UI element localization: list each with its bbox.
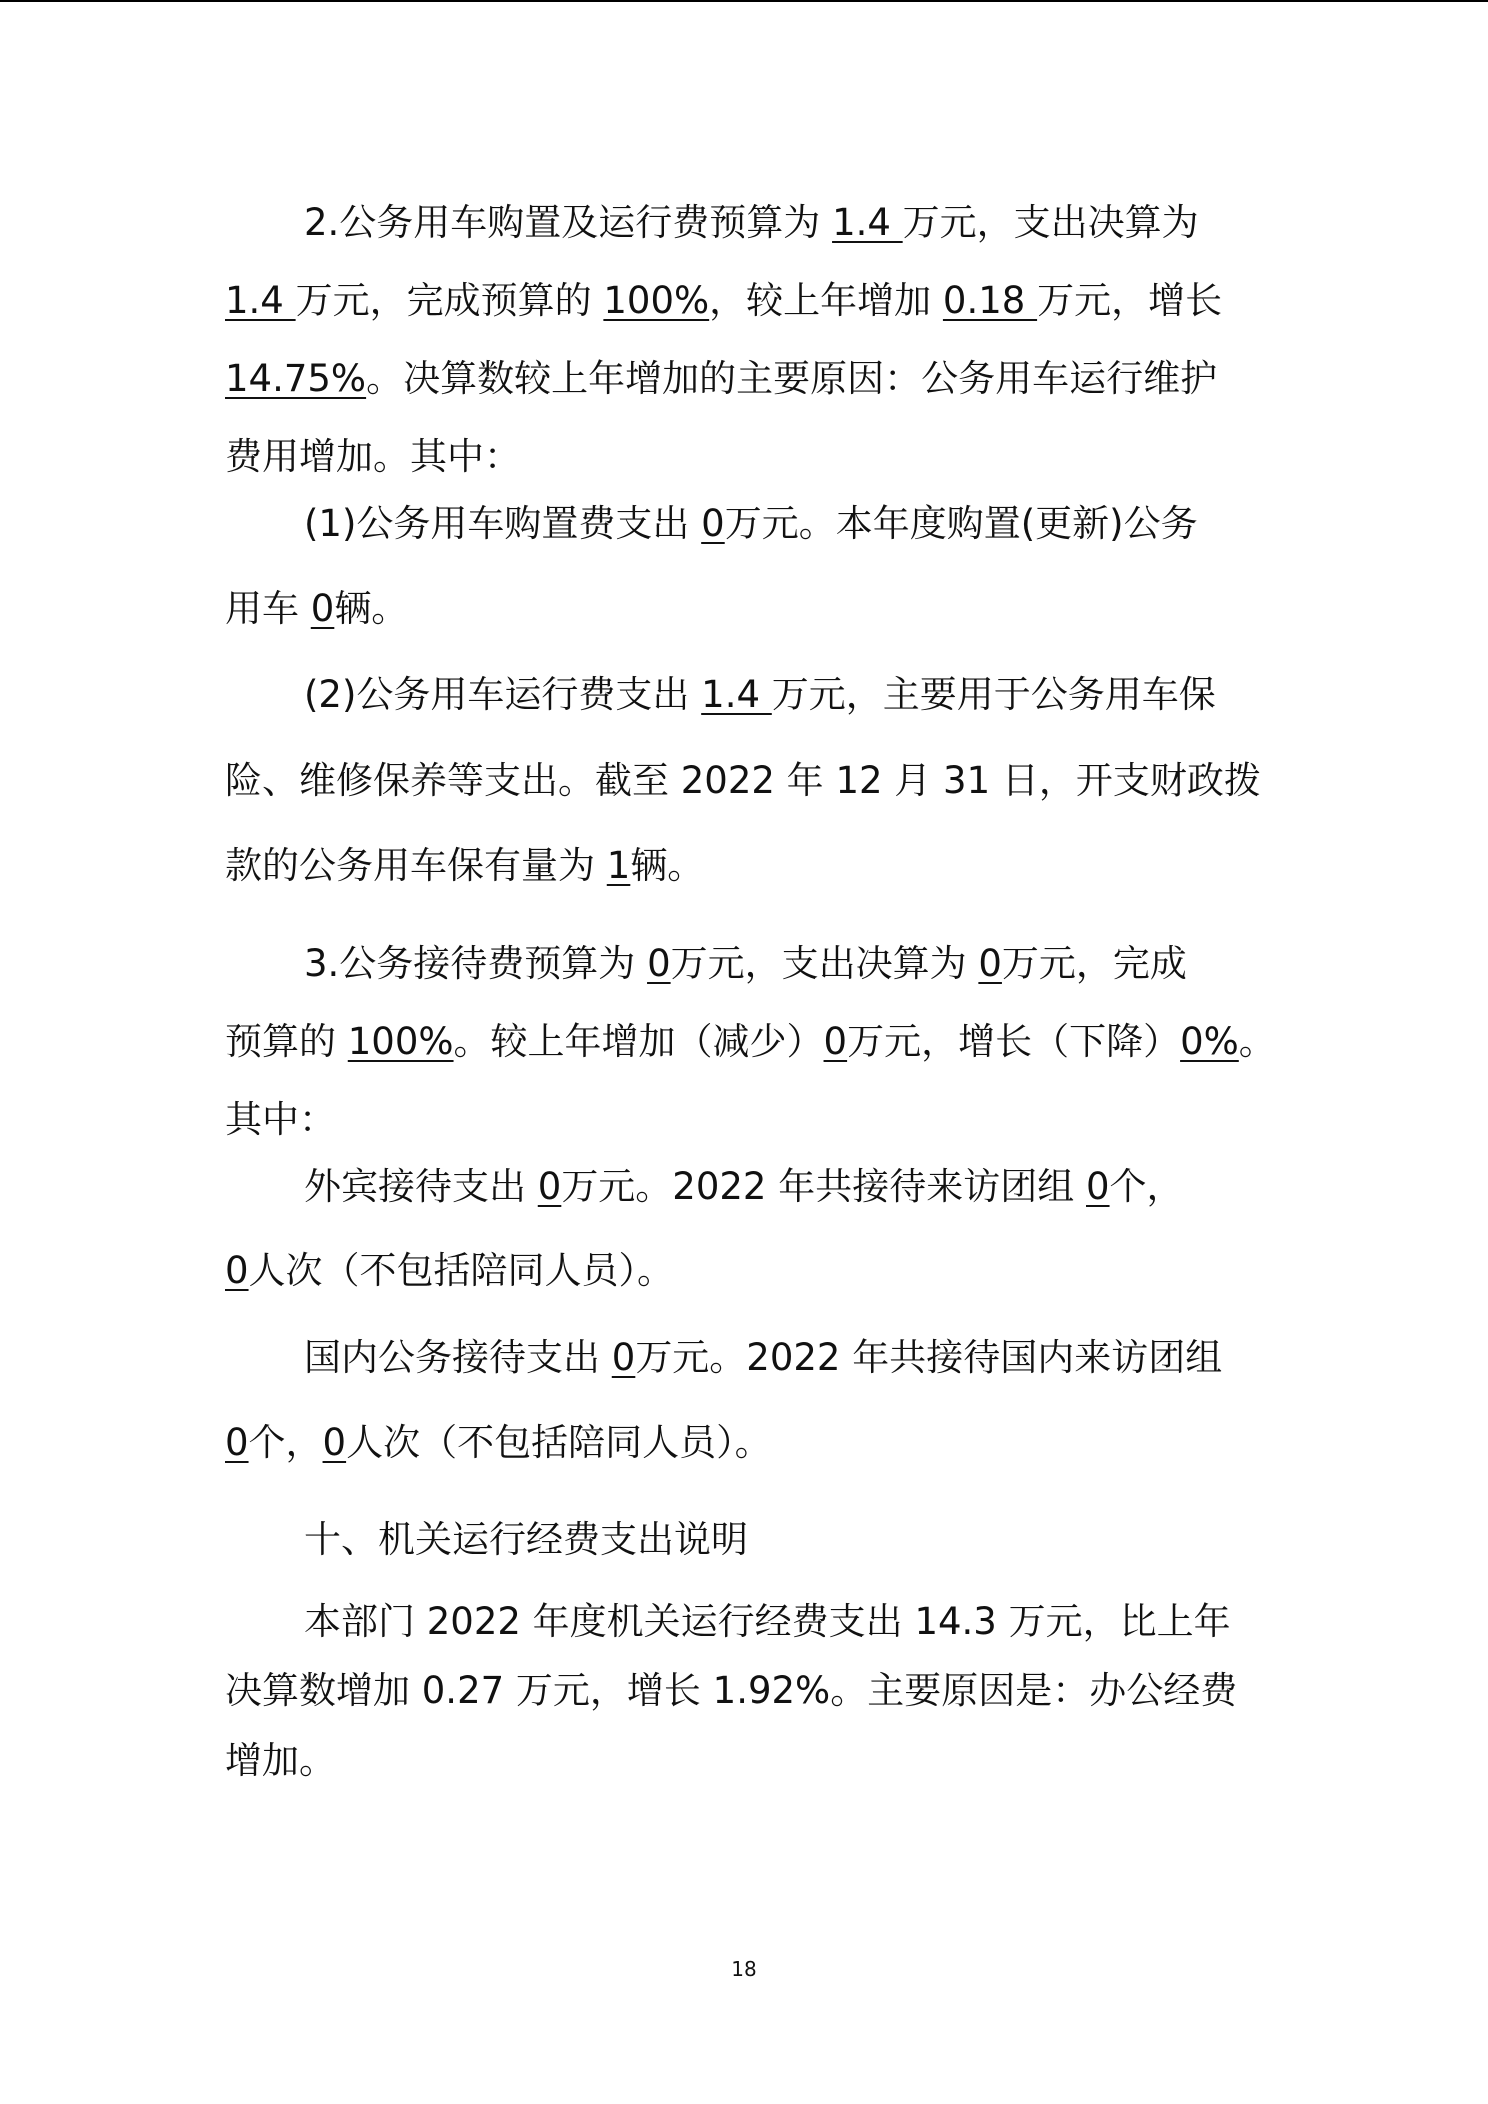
underlined-value: 100% (603, 279, 710, 322)
text-run: 本部门 2022 年度机关运行经费支出 14.3 万元，比上年 (304, 1600, 1231, 1643)
text-line (225, 1421, 772, 1464)
underlined-value: 0 (1086, 1165, 1110, 1208)
text-run: 款的公务用车保有量为 (225, 844, 607, 887)
underlined-value: 0 (611, 1336, 636, 1379)
underlined-value: 0 (978, 942, 1002, 985)
text-run: (2)公务用车运行费支出 (304, 673, 702, 716)
text-run: 用车 (225, 587, 311, 630)
underlined-value: 1.4 (832, 201, 903, 244)
text-line (225, 1020, 1276, 1063)
underlined-value: 0 (823, 1020, 848, 1063)
underlined-value: 0 (647, 942, 671, 985)
text-run: 国内公务接待支出 (304, 1336, 612, 1379)
text-run: 人次（不包括陪同人员）。 (248, 1249, 675, 1292)
text-run: 决算数增加 0.27 万元，增长 1.92%。主要原因是：办公经费 (225, 1669, 1238, 1712)
text-run: 万元，增长（下降） (847, 1020, 1181, 1063)
text-run: 十、机关运行经费支出说明 (304, 1518, 748, 1561)
underlined-value: 0 (537, 1165, 562, 1208)
text-line (304, 673, 1216, 716)
text-run: 增加。 (225, 1739, 336, 1782)
text-line (225, 587, 409, 630)
text-run: 人次（不包括陪同人员）。 (346, 1421, 772, 1464)
text-run: 辆。 (334, 587, 409, 630)
page-number: 18 (731, 1957, 757, 1981)
text-line (304, 1600, 1231, 1643)
underlined-value: 1.4 (225, 279, 296, 322)
text-line (225, 1739, 336, 1782)
text-run: 。较上年增加（减少） (453, 1020, 824, 1063)
text-run: 万元。2022 年共接待来访团组 (561, 1165, 1086, 1208)
text-run: 万元。本年度购置(更新)公务 (724, 502, 1198, 545)
text-line (225, 279, 1223, 322)
text-run: 其中： (225, 1098, 336, 1141)
text-line (225, 1669, 1238, 1712)
underlined-value: 1 (606, 844, 631, 887)
text-line (225, 1249, 675, 1292)
text-line (225, 759, 1261, 802)
text-run: 万元。2022 年共接待国内来访团组 (635, 1336, 1223, 1379)
text-run: 个， (248, 1421, 323, 1464)
text-run: 。决算数较上年增加的主要原因：公务用车运行维护 (366, 357, 1218, 400)
text-run: 个， (1109, 1165, 1184, 1208)
underlined-value: 14.75% (225, 357, 367, 400)
text-line (225, 1098, 336, 1141)
underlined-value: 1.4 (701, 673, 772, 716)
text-run: 预算的 (225, 1020, 348, 1063)
text-line (304, 1518, 748, 1561)
text-run: 3.公务接待费预算为 (304, 942, 648, 985)
underlined-value: 0 (322, 1421, 347, 1464)
text-line (304, 1336, 1223, 1379)
text-line (304, 201, 1199, 244)
text-run: 。 (1238, 1020, 1276, 1063)
text-line (304, 1165, 1184, 1208)
text-line (225, 844, 705, 887)
text-line (225, 435, 521, 478)
underlined-value: 0.18 (942, 279, 1038, 322)
text-run: ，较上年增加 (709, 279, 943, 322)
text-run: 辆。 (630, 844, 705, 887)
text-run: 险、维修保养等支出。截至 2022 年 12 月 31 日，开支财政拨 (225, 759, 1261, 802)
underlined-value: 0 (225, 1249, 249, 1292)
text-run: 万元，主要用于公务用车保 (771, 673, 1216, 716)
underlined-value: 100% (347, 1020, 454, 1063)
text-run: 外宾接待支出 (304, 1165, 538, 1208)
underlined-value: 0 (310, 587, 335, 630)
underlined-value: 0 (225, 1421, 249, 1464)
text-run: 费用增加。其中： (225, 435, 521, 478)
text-run: 万元，支出决算为 (902, 201, 1199, 244)
text-line (304, 502, 1198, 545)
underlined-value: 0% (1180, 1020, 1239, 1063)
text-run: 2.公务用车购置及运行费预算为 (304, 201, 833, 244)
text-run: 万元，支出决算为 (670, 942, 979, 985)
text-run: (1)公务用车购置费支出 (304, 502, 702, 545)
text-run: 万元，增长 (1037, 279, 1223, 322)
text-line (304, 942, 1187, 985)
underlined-value: 0 (701, 502, 725, 545)
text-run: 万元，完成预算的 (295, 279, 604, 322)
text-line (225, 357, 1218, 400)
text-run: 万元，完成 (1001, 942, 1187, 985)
